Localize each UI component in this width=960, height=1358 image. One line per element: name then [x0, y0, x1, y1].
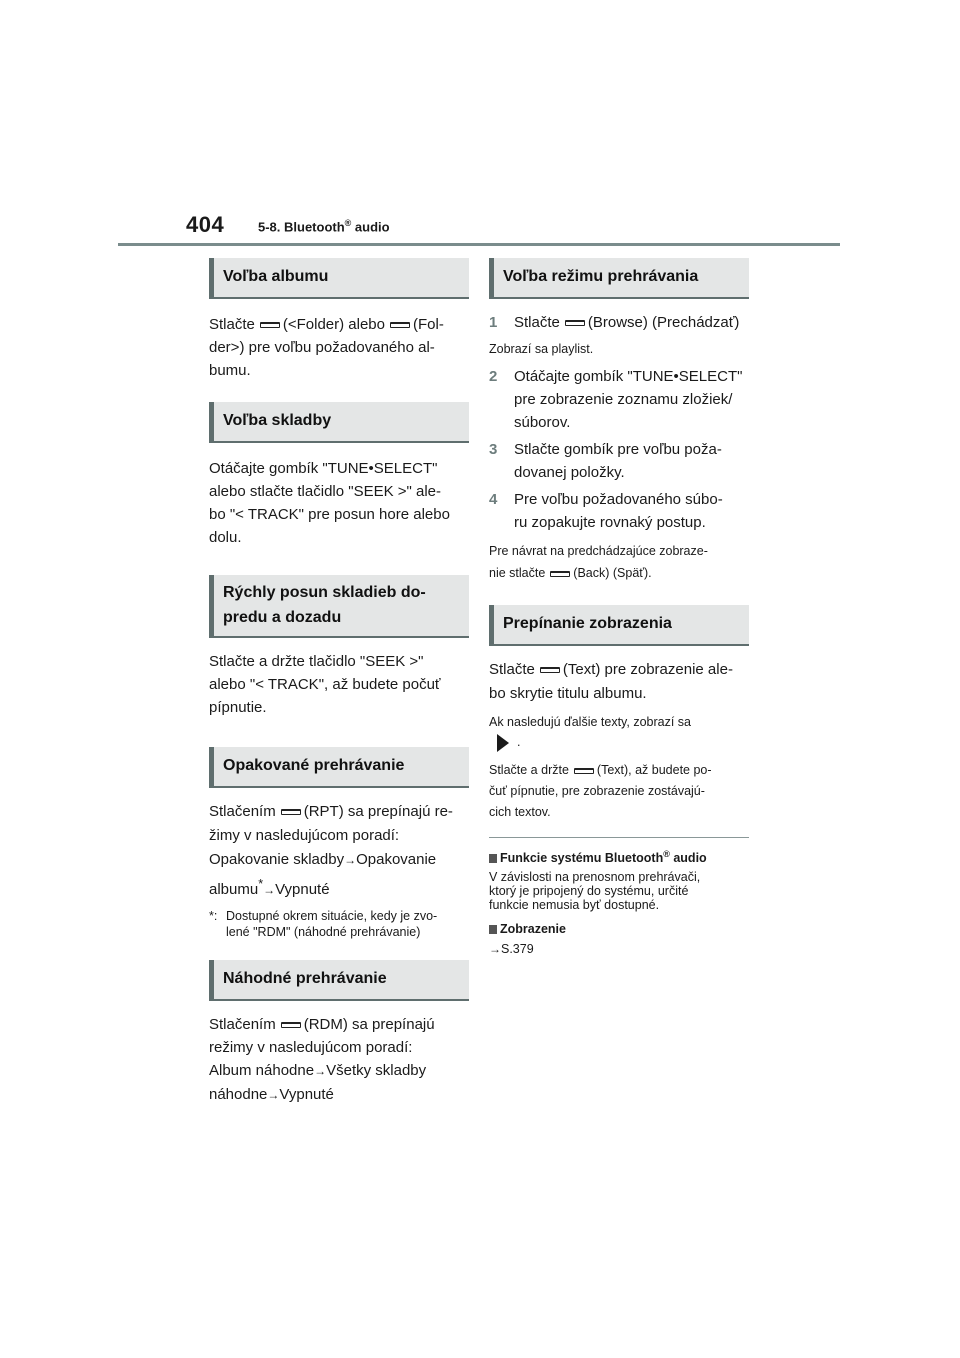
track-text: Otáčajte gombík "TUNE•SELECT" alebo stlačte tlačidlo "SEEK >" ale- bo "< TRACK" pre posun hore alebo dolu. [209, 460, 450, 546]
section-divider [489, 837, 749, 838]
functions-description: V závislosti na prenosnom prehrávači, ktorý je pripojený do systému, určité funkcie nemusia byť dostupné. [489, 870, 701, 913]
section-heading-mode: Voľba režimu prehrávania [489, 258, 749, 299]
display-hold-text: Stlačte a držte (Text), až budete po- čuť pípnutie, pre zobrazenie zostávajú- cich textov. [489, 763, 712, 819]
display-text: Stlačte (Text) pre zobrazenie ale- bo skrytie titulu albumu. [489, 661, 733, 702]
text-button-icon [540, 667, 560, 673]
section-heading-album: Voľba albumu [209, 258, 469, 299]
repeat-text: Stlačením (RPT) sa prepínajú re- žimy v nasledujúcom poradí: Opakovanie skladby→Opakovanie albumu*→Vypnuté [209, 803, 453, 898]
folder-prev-button-icon [260, 322, 280, 328]
folder-next-button-icon [390, 322, 410, 328]
rdm-button-icon [281, 1022, 301, 1028]
display-more-text: Ak nasledujú ďalšie texty, zobrazí sa . [489, 712, 749, 752]
chapter-title: 5-8. Bluetooth® audio [258, 218, 390, 235]
back-button-icon [550, 571, 570, 577]
section-heading-fast: Rýchly posun skladieb do- predu a dozadu [209, 575, 469, 638]
step-3: 3 Stlačte gombík pre voľbu poža- dovanej položky. [489, 441, 722, 481]
album-text: Stlačte (<Folder) alebo (Fol- der>) pre voľbu požadovaného al- bumu. [209, 316, 444, 379]
random-text: Stlačením (RDM) sa prepínajú režimy v nasledujúcom poradí: Album náhodne→Všetky skladby náhodne→Vypnuté [209, 1016, 435, 1103]
repeat-footnote: *: Dostupné okrem situácie, kedy je zvo- lené "RDM" (náhodné prehrávanie) [209, 909, 438, 939]
back-note: Pre návrat na predchádzajúce zobraze- nie stlačte (Back) (Späť). [489, 544, 708, 580]
browse-button-icon [565, 320, 585, 326]
section-heading-display: Prepínanie zobrazenia [489, 605, 749, 646]
left-column [209, 258, 469, 1107]
text-hold-button-icon [574, 768, 594, 774]
section-heading-track: Voľba skladby [209, 402, 469, 443]
zobrazenie-heading: Zobrazenie [489, 921, 749, 937]
rpt-button-icon [281, 809, 301, 815]
zobrazenie-reference[interactable]: →S.379 [489, 942, 534, 957]
step-1: 1 Stlačte (Browse) (Prechádzať) [489, 314, 740, 331]
page-number: 404 [186, 212, 225, 237]
square-bullet-icon [489, 925, 497, 934]
more-arrow-icon [497, 734, 509, 752]
section-heading-repeat: Opakované prehrávanie [209, 747, 469, 788]
functions-heading: Funkcie systému Bluetooth® audio [489, 846, 749, 866]
header-rule [118, 243, 840, 246]
right-column [489, 258, 749, 956]
fast-text: Stlačte a držte tlačidlo "SEEK >" alebo "< TRACK", až budete počuť pípnutie. [209, 653, 441, 716]
square-bullet-icon [489, 854, 497, 863]
section-heading-random: Náhodné prehrávanie [209, 960, 469, 1001]
step-4: 4 Pre voľbu požadovaného súbo- ru zopakujte rovnaký postup. [489, 491, 723, 531]
step-1-sub: Zobrazí sa playlist. [489, 342, 594, 356]
step-2: 2 Otáčajte gombík "TUNE•SELECT" pre zobrazenie zoznamu zložiek/ súborov. [489, 368, 743, 431]
